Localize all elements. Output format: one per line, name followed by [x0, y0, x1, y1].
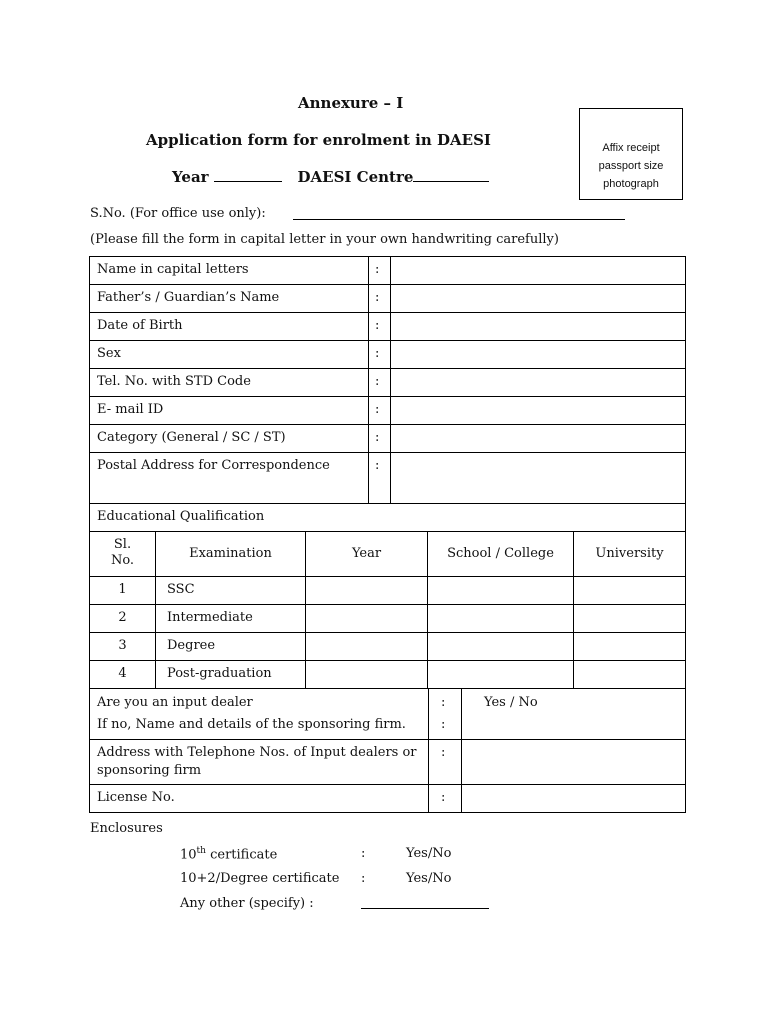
field-address-input[interactable] [391, 453, 685, 503]
col-university-header: University [595, 546, 664, 561]
col-sl-text: Sl. [113, 537, 132, 552]
enclosure-degree-sep: : [361, 871, 366, 886]
field-tel-input[interactable] [391, 369, 685, 396]
centre-label: DAESI Centre [297, 168, 414, 186]
edu-row-no: 2 [118, 610, 127, 625]
field-category-label: Category (General / SC / ST) [97, 430, 286, 445]
edu-row-school-input[interactable] [428, 633, 573, 660]
edu-row-year-input[interactable] [306, 633, 427, 660]
field-email-label: E- mail ID [97, 402, 164, 417]
field-dob-label: Date of Birth [97, 318, 183, 333]
field-guardian-label: Father’s / Guardian’s Name [97, 290, 280, 305]
instruction-text: (Please fill the form in capital letter in your own handwriting carefully) [90, 232, 559, 247]
sno-field[interactable] [293, 219, 625, 220]
dealer-question: Are you an input dealer [97, 695, 253, 710]
field-guardian-sep: : [375, 290, 380, 305]
dealer-address-input[interactable] [462, 740, 685, 784]
photo-box-line3: photograph [603, 178, 659, 190]
edu-row-exam: Intermediate [167, 610, 253, 625]
dealer-address-sep: : [441, 745, 446, 760]
edu-row-school-input[interactable] [428, 661, 573, 688]
year-centre-line [172, 168, 489, 186]
enclosures-heading: Enclosures [90, 821, 163, 836]
field-guardian-input[interactable] [391, 285, 685, 312]
edu-row-school-input[interactable] [428, 605, 573, 632]
year-field[interactable] [214, 181, 282, 182]
sno-label: S.No. (For office use only): [90, 206, 266, 221]
enclosure-10th: 10th certificate [180, 846, 278, 863]
edu-row-no: 3 [118, 638, 127, 653]
field-category-input[interactable] [391, 425, 685, 452]
edu-row-university-input[interactable] [574, 605, 685, 632]
edu-row-exam: Degree [167, 638, 216, 653]
col-exam-header: Examination [189, 546, 272, 561]
edu-row-school-input[interactable] [428, 577, 573, 604]
form-table [89, 256, 686, 813]
field-dob-input[interactable] [391, 313, 685, 340]
enclosure-other-field[interactable] [361, 908, 489, 909]
field-name-input[interactable] [391, 257, 685, 284]
edu-row-year-input[interactable] [306, 605, 427, 632]
field-category-sep: : [375, 430, 380, 445]
annexure-heading: Annexure – I [298, 94, 404, 112]
field-tel-label: Tel. No. with STD Code [97, 374, 251, 389]
col-school-header: School / College [447, 546, 554, 561]
dealer-address-label-2: sponsoring firm [97, 763, 202, 778]
col-slno-header [90, 537, 155, 569]
field-dob-sep: : [375, 318, 380, 333]
edu-row-year-input[interactable] [306, 577, 427, 604]
edu-row-university-input[interactable] [574, 661, 685, 688]
edu-row-university-input[interactable] [574, 577, 685, 604]
enclosure-10th-sep: : [361, 846, 366, 861]
sponsor-question: If no, Name and details of the sponsoring firm. [97, 717, 406, 732]
license-input[interactable] [462, 785, 685, 812]
col-year-header: Year [351, 546, 382, 561]
sponsor-sep: : [441, 717, 446, 732]
edu-row-exam: SSC [167, 582, 195, 597]
dealer-yes-no[interactable]: Yes / No [484, 695, 538, 710]
field-address-label: Postal Address for Correspondence [97, 458, 330, 473]
dealer-sep: : [441, 695, 446, 710]
field-sex-input[interactable] [391, 341, 685, 368]
photo-box[interactable] [579, 108, 683, 200]
field-sex-label: Sex [97, 346, 121, 361]
education-heading: Educational Qualification [97, 509, 265, 524]
edu-row-no: 4 [118, 666, 127, 681]
form-title: Application form for enrolment in DAESI [146, 131, 491, 149]
enclosure-other: Any other (specify) : [180, 896, 314, 911]
photo-box-line2: passport size [598, 160, 664, 172]
enclosure-10th-yesno[interactable]: Yes/No [406, 846, 452, 861]
dealer-address-label-1: Address with Telephone Nos. of Input dealers or [97, 745, 417, 760]
field-name-sep: : [375, 262, 380, 277]
year-label: Year [172, 168, 209, 186]
field-email-input[interactable] [391, 397, 685, 424]
field-address-sep: : [375, 458, 380, 473]
field-tel-sep: : [375, 374, 380, 389]
edu-row-no: 1 [118, 582, 127, 597]
photo-box-line1: Affix receipt [602, 142, 660, 154]
edu-row-exam: Post-graduation [167, 666, 272, 681]
license-label: License No. [97, 790, 175, 805]
col-no-text: No. [110, 553, 135, 568]
enclosure-degree: 10+2/Degree certificate [180, 871, 340, 886]
field-sex-sep: : [375, 346, 380, 361]
license-sep: : [441, 790, 446, 805]
edu-row-year-input[interactable] [306, 661, 427, 688]
centre-field[interactable] [413, 181, 489, 182]
edu-row-university-input[interactable] [574, 633, 685, 660]
enclosure-degree-yesno[interactable]: Yes/No [406, 871, 452, 886]
field-name-label: Name in capital letters [97, 262, 249, 277]
field-email-sep: : [375, 402, 380, 417]
